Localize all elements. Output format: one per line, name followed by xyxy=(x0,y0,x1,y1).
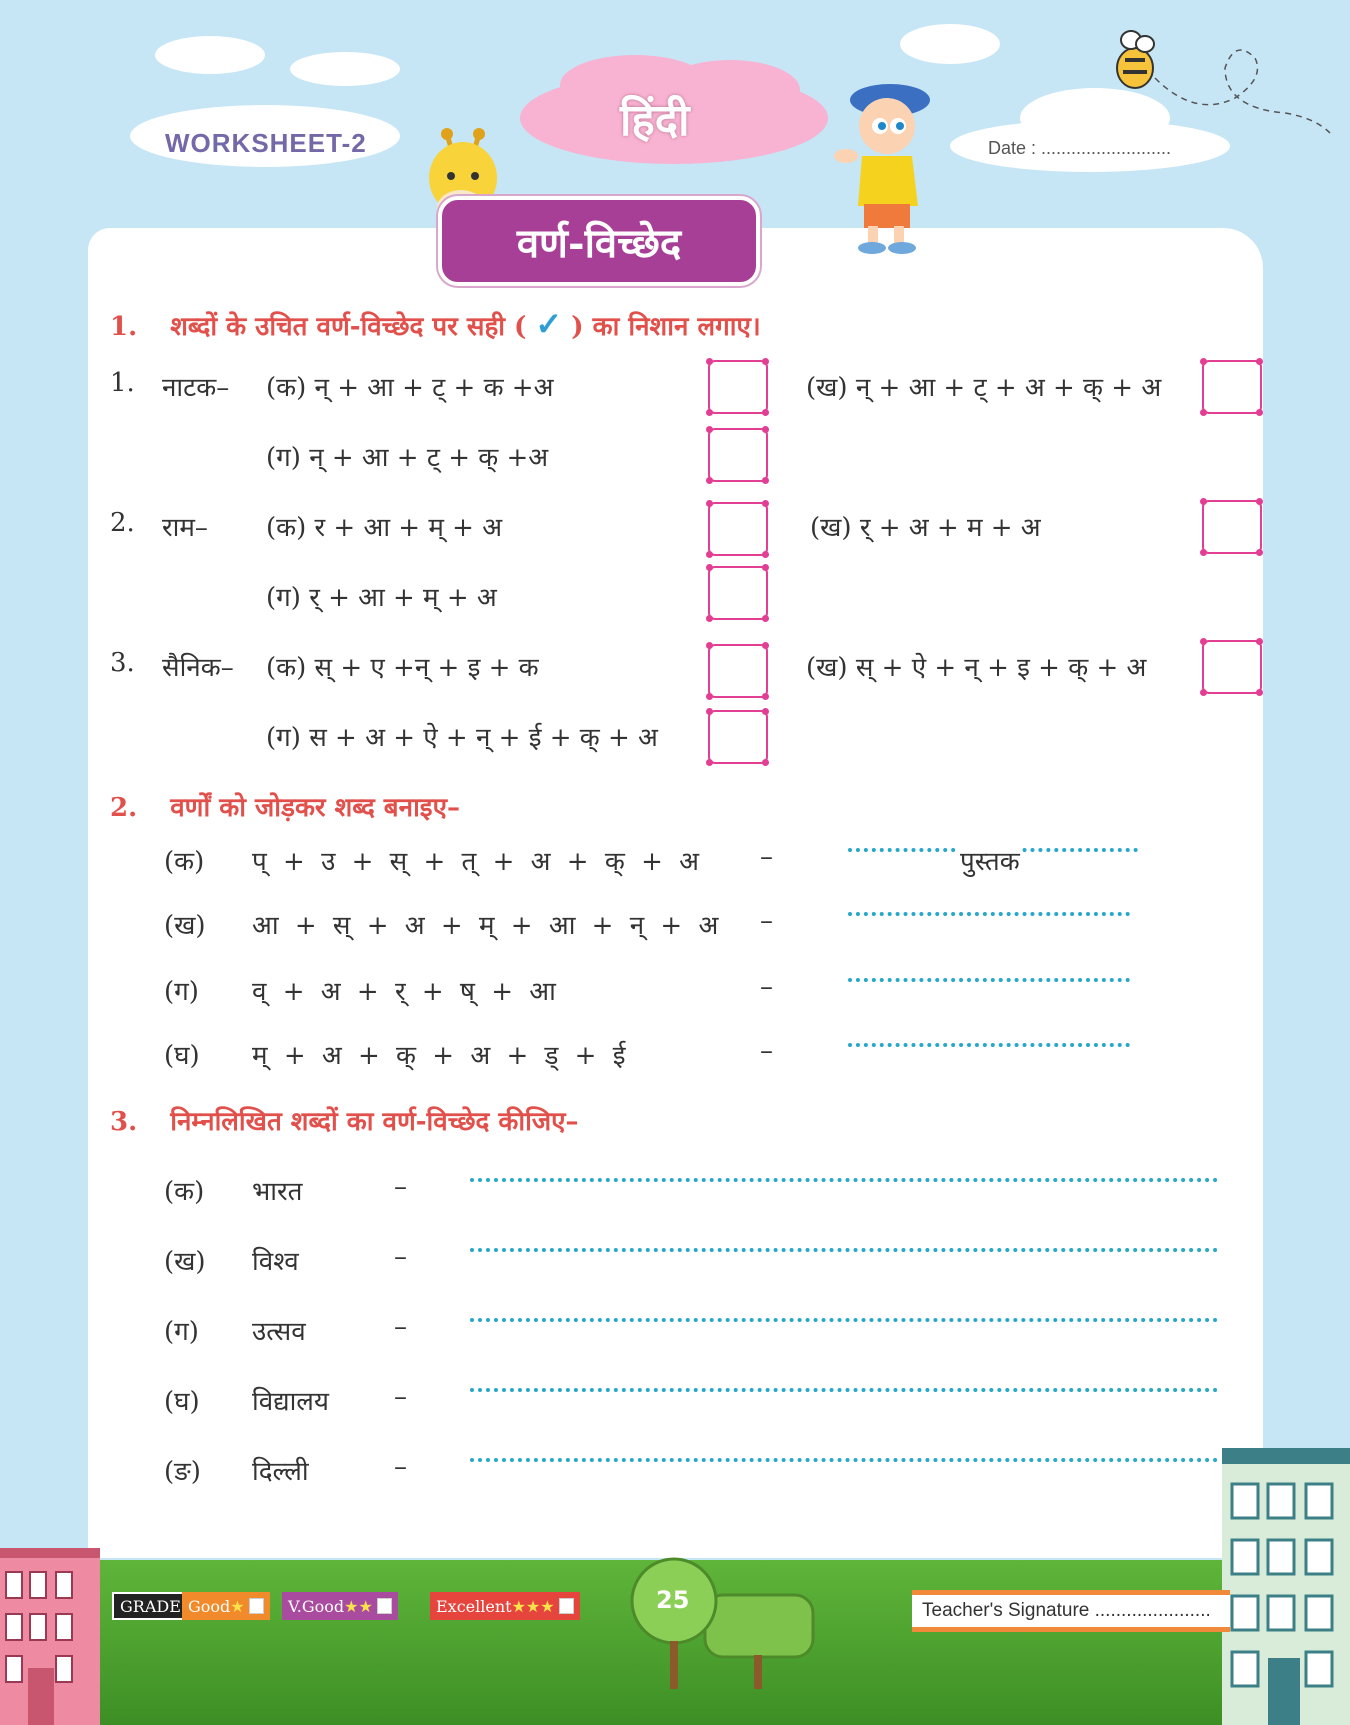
q1-option-ka: (क) न् + आ + ट् + क +अ xyxy=(266,373,554,403)
q3-heading-text: निम्नलिखित शब्दों का वर्ण-विच्छेद कीजिए– xyxy=(170,1107,579,1137)
q3-item-word: विश्व xyxy=(252,1247,299,1277)
star-icon: ★ xyxy=(540,1596,555,1616)
grade-label-text: GRADE xyxy=(120,1596,181,1616)
subject-title: हिंदी xyxy=(620,95,690,146)
checkbox[interactable] xyxy=(708,502,768,556)
grade-vgood-checkbox[interactable] xyxy=(377,1598,392,1614)
cloud-small-mid xyxy=(290,52,400,86)
checkbox[interactable] xyxy=(708,644,768,698)
check-icon: ✓ xyxy=(535,305,563,343)
checkbox[interactable] xyxy=(1202,500,1262,554)
q3-item-word: भारत xyxy=(252,1177,303,1207)
answer-line[interactable] xyxy=(470,1178,1218,1182)
q2-item-dash: – xyxy=(760,906,773,936)
answer-line[interactable] xyxy=(470,1318,1218,1322)
boy-character-icon xyxy=(832,78,942,258)
q3-number: 3. xyxy=(110,1107,138,1137)
answer-line[interactable] xyxy=(848,1043,1130,1047)
q3-item-word: उत्सव xyxy=(252,1317,306,1347)
grade-excellent-label: Excellent xyxy=(436,1596,512,1616)
q2-item-label: (घ) xyxy=(164,1041,200,1071)
q3-item-label: (ख) xyxy=(164,1247,206,1277)
teacher-signature[interactable]: Teacher's Signature ...................... xyxy=(912,1590,1230,1632)
star-icon: ★ xyxy=(230,1596,245,1616)
grade-excellent-checkbox[interactable] xyxy=(559,1598,574,1614)
topic-banner: वर्ण-विच्छेद xyxy=(438,196,760,286)
q2-item-label: (ख) xyxy=(164,911,206,941)
star-icon: ★ xyxy=(344,1596,359,1616)
checkbox[interactable] xyxy=(1202,360,1262,414)
checkbox[interactable] xyxy=(708,360,768,414)
q1-item-number: 3. xyxy=(110,648,135,678)
q2-item-letters: म् + अ + क् + अ + ड् + ई xyxy=(252,1041,626,1071)
checkbox[interactable] xyxy=(708,566,768,620)
q2-item-label: (क) xyxy=(164,847,205,877)
q3-item-dash: – xyxy=(394,1382,407,1412)
worksheet-panel xyxy=(88,228,1263,1558)
q1-option-ga: (ग) न् + आ + ट् + क् +अ xyxy=(266,443,549,473)
grade-excellent[interactable] xyxy=(430,1592,580,1620)
q3-item-dash: – xyxy=(394,1242,407,1272)
q2-item-dash: – xyxy=(760,842,773,872)
q3-item-label: (ग) xyxy=(164,1317,199,1347)
answer-line[interactable] xyxy=(848,912,1130,916)
q1-item-word: नाटक– xyxy=(162,373,230,403)
grade-vgood[interactable] xyxy=(282,1592,398,1620)
q1-option-ka: (क) र + आ + म् + अ xyxy=(266,513,503,543)
answer-line[interactable] xyxy=(470,1248,1218,1252)
bee-icon xyxy=(1105,18,1345,158)
star-icon: ★ xyxy=(511,1596,526,1616)
q3-item-dash: – xyxy=(394,1452,407,1482)
q2-item-letters: व् + अ + र् + ष् + आ xyxy=(252,977,556,1007)
q1-item-number: 1. xyxy=(110,368,135,398)
q2-item-letters: प् + उ + स् + त् + अ + क् + अ xyxy=(252,847,699,877)
cloud-top-right xyxy=(900,24,1000,64)
q3-item-label: (घ) xyxy=(164,1387,200,1417)
q3-item-word: दिल्ली xyxy=(252,1457,309,1487)
answer-line[interactable] xyxy=(470,1388,1218,1392)
q3-item-dash: – xyxy=(394,1312,407,1342)
grade-good[interactable] xyxy=(182,1592,270,1620)
q1-item-word: राम– xyxy=(162,513,208,543)
q2-item-letters: आ + स् + अ + म् + आ + न् + अ xyxy=(252,911,719,941)
q2-item-label: (ग) xyxy=(164,977,199,1007)
page-number: 25 xyxy=(656,1586,690,1614)
q2-heading xyxy=(110,788,460,824)
building-right-icon xyxy=(1222,1448,1350,1725)
q2-heading-text: वर्णों को जोड़कर शब्द बनाइए– xyxy=(170,793,460,823)
answer-line[interactable] xyxy=(848,978,1130,982)
building-left-icon xyxy=(0,1548,100,1725)
q3-item-dash: – xyxy=(394,1172,407,1202)
q1-option-kha: (ख) न् + आ + ट् + अ + क् + अ xyxy=(806,373,1162,403)
checkbox[interactable] xyxy=(708,428,768,482)
grade-label xyxy=(112,1592,189,1620)
q3-item-label: (क) xyxy=(164,1177,205,1207)
cloud-small-left xyxy=(155,36,265,74)
q3-heading xyxy=(110,1102,579,1138)
q1-item-word: सैनिक– xyxy=(162,653,234,683)
tree-icon xyxy=(630,1555,820,1690)
q1-heading xyxy=(110,305,761,343)
q3-item-label: (ङ) xyxy=(164,1457,201,1487)
q2-answer: पुस्तक xyxy=(958,842,1022,878)
q1-heading-text-start: शब्दों के उचित वर्ण-विच्छेद पर सही ( xyxy=(170,312,527,342)
grade-vgood-label: V.Good xyxy=(288,1596,345,1616)
worksheet-label: WORKSHEET-2 xyxy=(165,128,367,158)
q1-item-number: 2. xyxy=(110,508,135,538)
q1-number: 1. xyxy=(110,312,138,342)
q1-heading-text-end: ) का निशान लगाए। xyxy=(571,312,761,342)
date-field[interactable]: Date : .......................... xyxy=(988,138,1172,158)
q2-item-dash: – xyxy=(760,1036,773,1066)
q3-item-word: विद्यालय xyxy=(252,1387,330,1417)
q1-option-ga: (ग) र् + आ + म् + अ xyxy=(266,583,497,613)
checkbox[interactable] xyxy=(1202,640,1262,694)
star-icon: ★ xyxy=(358,1596,373,1616)
answer-line[interactable] xyxy=(470,1458,1218,1462)
grade-good-checkbox[interactable] xyxy=(249,1598,264,1614)
grade-good-label: Good xyxy=(188,1596,231,1616)
q1-option-ka: (क) स् + ए +न् + इ + क xyxy=(266,653,539,683)
q1-option-kha: (ख) स् + ऐ + न् + इ + क् + अ xyxy=(806,653,1147,683)
checkbox[interactable] xyxy=(708,710,768,764)
star-icon: ★ xyxy=(525,1596,541,1616)
q1-option-ga: (ग) स + अ + ऐ + न् + ई + क् + अ xyxy=(266,723,658,753)
q1-option-kha: (ख) र् + अ + म + अ xyxy=(810,513,1041,543)
q2-number: 2. xyxy=(110,793,138,823)
q2-item-dash: – xyxy=(760,972,773,1002)
